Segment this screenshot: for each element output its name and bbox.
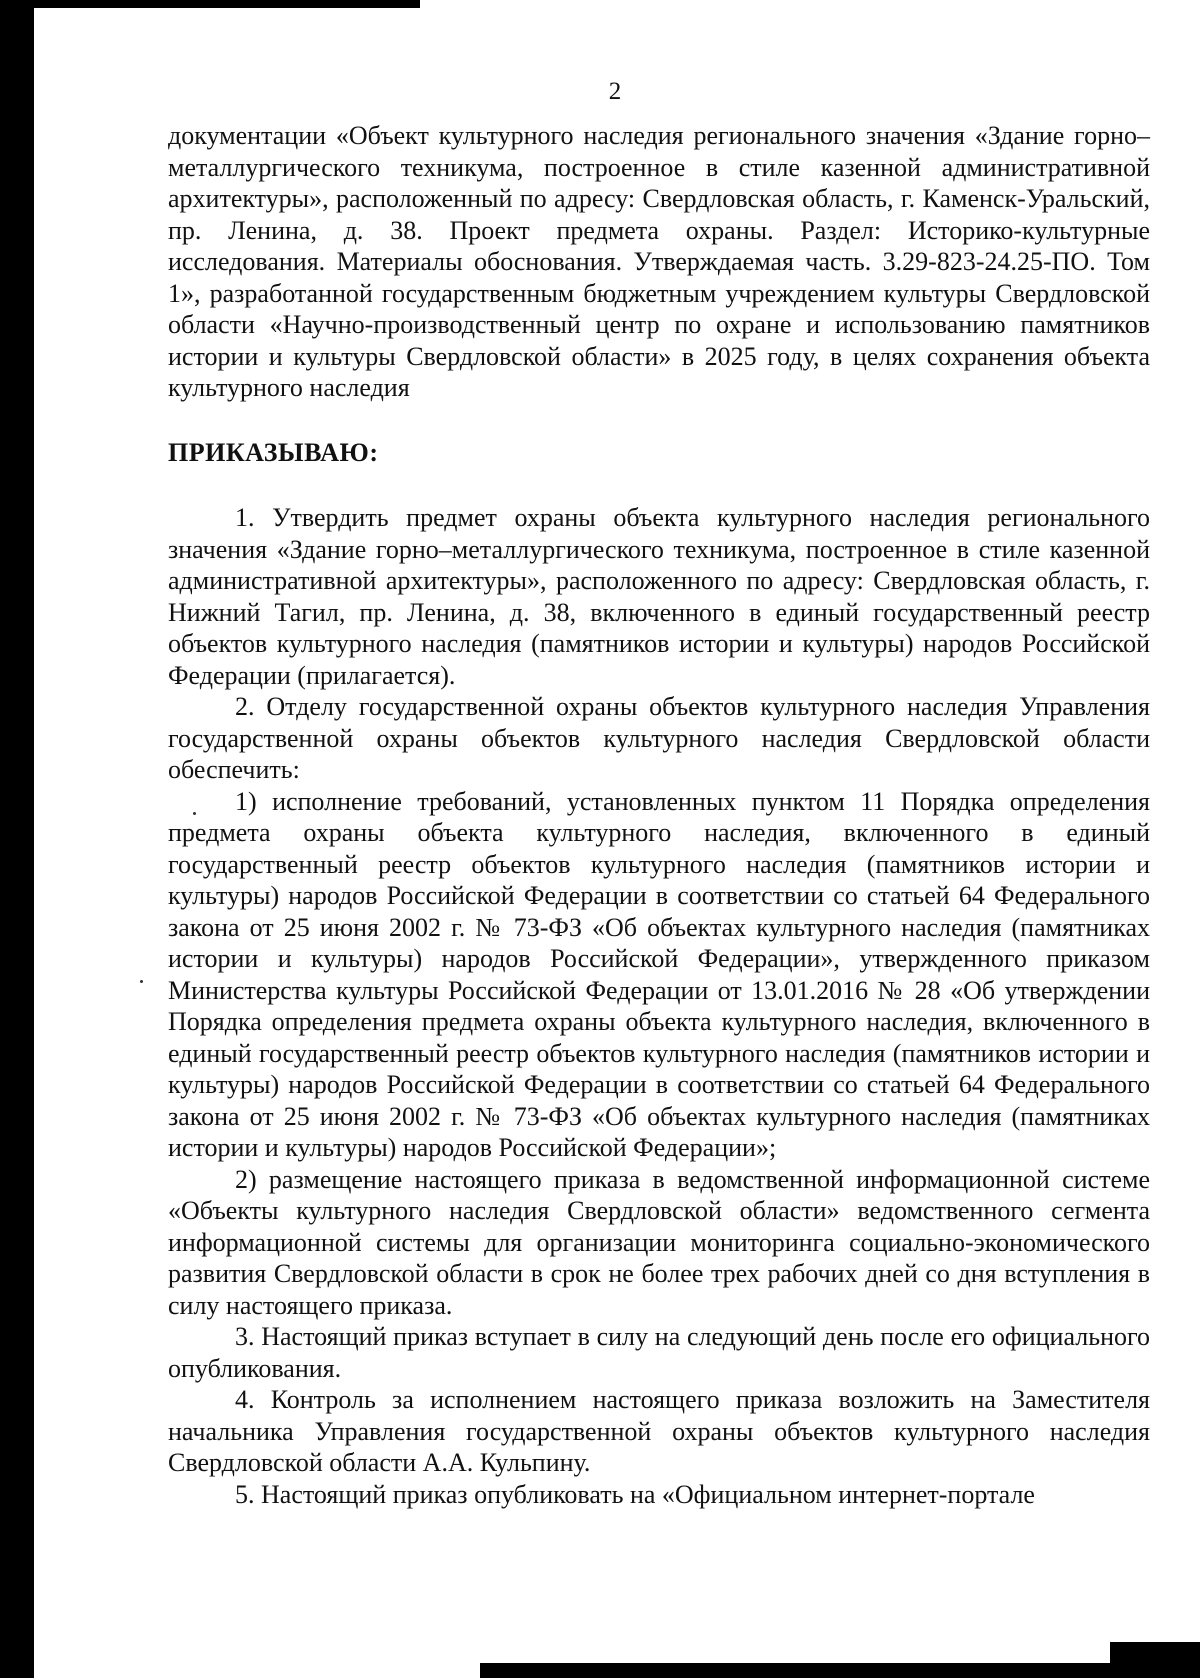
order-subitem-1: 1) исполнение требований, установленных пунктом 11 Порядка определения предмета охраны объекта культурного наследия, включенного в единый государственный реестр объектов культурного наследия (памятников истории и культуры) народов Российской Федерации в соответствии со статьей 64 Федерального закона от 25 июня 2002 г. № 73-ФЗ «Об объектах культурного наследия (памятниках истории и культуры) народов Российской Федерации», утвержденного приказом Министерства культуры Российской Федерации от 13.01.2016 № 28 «Об утверждении Порядка определения предмета охраны объекта культурного наследия, включенного в единый государственный реестр объектов культурного наследия (памятников истории и культуры) народов Российской Федерации в соответствии со статьей 64 Федерального закона от 25 июня 2002 г. № 73-ФЗ «Об объектах культурного наследия (памятниках истории и культуры) народов Российской Федерации»; — [168, 786, 1150, 1162]
scan-speck — [140, 980, 143, 983]
page-number: 2 — [608, 78, 622, 105]
order-item-1: 1. Утвердить предмет охраны объекта культурного наследия регионального значения «Здание горно–металлургического техникума, построенное в стиле казенной административной архитектуры», расположенного по адресу: Свердловская область, г. Нижний Тагил, пр. Ленина, д. 38, включенного в единый государственный реестр объектов культурного наследия (памятников истории и культуры) народов Российской Федерации (прилагается). — [168, 503, 1150, 690]
scan-border-bottom — [480, 1663, 1170, 1678]
intro-text: документации «Объект культурного наследия регионального значения «Здание горно–металлургического техникума, построенное в стиле казенной административной архитектуры», расположенный по адресу: Свердловская область, г. Каменск-Уральский, пр. Ленина, д. 38. Проект предмета охраны. Раздел: Историко-культурные исследования. Материалы обоснования. Утверждаемая часть. 3.29-823-24.25-ПО. Том 1», разработанной государственным бюджетным учреждением культуры Свердловской области «Научно-производственный центр по охране и использованию памятников истории и культуры Свердловской области» в 2025 году, в целях сохранения объекта культурного наследия — [168, 121, 1150, 402]
order-item-5: 5. Настоящий приказ опубликовать на «Официальном интернет-портале — [235, 1479, 1035, 1509]
order-item-4: 4. Контроль за исполнением настоящего приказа возложить на Заместителя начальника Управления государственной охраны объектов культурного наследия Свердловской области А.А. Кульпину. — [168, 1385, 1150, 1477]
scan-border-top — [0, 0, 420, 8]
scan-border-corner — [1110, 1642, 1200, 1678]
order-subitem-2: 2) размещение настоящего приказа в ведомственной информационной системе «Объекты культурного наследия Свердловской области» ведомственного сегмента информационной системы для организации мониторинга социально-экономического развития Свердловской области в срок не более трех рабочих дней со дня вступления в силу настоящего приказа. — [168, 1164, 1150, 1320]
order-item-3: 3. Настоящий приказ вступает в силу на следующий день после его официального опубликования. — [168, 1322, 1150, 1383]
order-item-2: 2. Отделу государственной охраны объектов культурного наследия Управления государственной охраны объектов культурного наследия Свердловской области обеспечить: — [168, 692, 1150, 784]
order-items — [168, 502, 1150, 1510]
order-heading: ПРИКАЗЫВАЮ: — [168, 438, 379, 467]
intro-paragraph — [168, 120, 1150, 404]
scan-border-left — [0, 0, 34, 1678]
